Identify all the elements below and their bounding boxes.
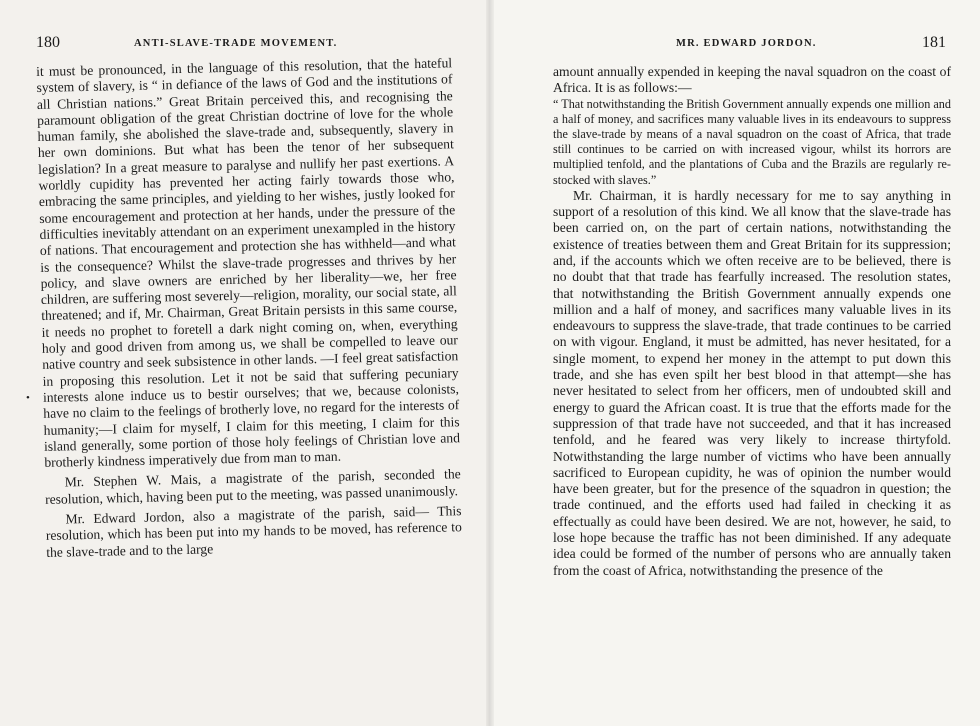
running-title-right: MR. EDWARD JORDON.: [676, 38, 817, 49]
running-title-left: ANTI-SLAVE-TRADE MOVEMENT.: [134, 38, 338, 49]
left-paragraph-1: it must be pronounced, in the language of this resolution, that the hateful system of slavery, is “ in defiance of the laws of God and the institutions of all Christian nations.” Great Britain perceived this, and recognising the paramount obligation of the great Christian doctrine of love for the whole human family, she abolished the slave-trade and, subsequently, slavery in her own dominions. But what has been the tenor of her subsequent legislation? In a great measure to paralyse and nullify her past exertions. A worldly cupidity has prevented her acting fairly towards those who, embracing the same principles, and yielding to her wishes, justly looked for some encouragement and protection at her hands, under the pressure of the difficulties inevitably attendant on an experiment unexampled in the history of nations. That encouragement and protection she has withheld—and what is the consequence? Whilst the slave-trade progresses and thrives by her policy, and slave owners are enriched by her liberality—we, her free children, are suffering most severely—religion, morality, our social state, all threatened; and if, Mr. Chairman, Great Britain persists in this same course, it needs no prophet to foretell a dark night coming on, when, everything holy and good driven from among us, we shall be compelled to leave our native country and seek subsistence in other lands. —I feel great satisfaction in proposing this resolution. Let it not be said that suffering pecuniary interests alone induce us to bestir ourselves; that we, because colonists, have no claim to the feelings of brotherly love, no regard for the interests of humanity;—I claim for myself, I claim for this meeting, I claim for this island generally, some portion of those holy feelings of Christian love and brotherly kindness imperatively due from man to man.: [36, 55, 461, 471]
page-number-right: 181: [922, 34, 946, 51]
right-page: [490, 0, 980, 726]
resolution-quote: “ That notwithstanding the British Government annually expends one million and a half of money, and sacrifices many valuable lives in its endeavours to suppress the slave-trade by means of a naval squadron on the coast of Africa, that trade still continues to be carried on with increased vigour, whilst its horrors are multiplied tenfold, and the plantations of Cuba and the Brazils are regularly re-stocked with slaves.”: [553, 96, 951, 187]
left-text-block: [36, 55, 462, 561]
right-text-block: [553, 64, 951, 579]
page-number-left: 180: [36, 34, 60, 51]
left-paragraph-3: Mr. Edward Jordon, also a magistrate of the parish, said— This resolution, which has been put into my hands to be moved, has reference to the slave-trade and to the large: [45, 503, 462, 560]
stray-mark: •: [26, 392, 30, 404]
book-gutter: [486, 0, 494, 726]
right-body-paragraph: Mr. Chairman, it is hardly necessary for me to say anything in support of a resolution of this kind. We all know that the slave-trade has been carried on, on the part of certain nations, notwithstanding the existence of treaties between them and Great Britain for its suppression; and, if the accounts which we often receive are to be believed, there is no doubt that that trade has fearfully increased. The resolution states, that notwithstanding the British Government annually expends one million and a half of money, and sacrifices many valuable lives in its endeavours to suppress the slave-trade, that trade continues to be carried on with vigour. England, it must be admitted, has never hesitated, for a single moment, to expend her money in the attempt to put down this trade, and she has even spilt her best blood in that attempt—she has never hesitated to select from her officers, men of undoubted skill and energy to guard the African coast. It is true that the efforts made for the suppression of that trade have not succeeded, and that it has increased tenfold, and he feared was very likely to increase thirtyfold. Notwithstanding the large number of victims who have been annually sacrificed to European cupidity, he was of opinion the number would have been greater, but for the presence of the squadron in question; the trade continued, and the efforts used had failed in checking it as effectually as could have been desired. We are not, however, he said, to lose hope because the traffic has not been diminished. If any adequate idea could be formed of the number of persons who are annually taken from the coast of Africa, notwithstanding the presence of the: [553, 187, 951, 578]
right-intro-paragraph: amount annually expended in keeping the naval squadron on the coast of Africa. It is as follows:—: [553, 64, 951, 96]
left-paragraph-2: Mr. Stephen W. Mais, a magistrate of the parish, seconded the resolution, which, having been put to the meeting, was passed unanimously.: [44, 466, 461, 507]
